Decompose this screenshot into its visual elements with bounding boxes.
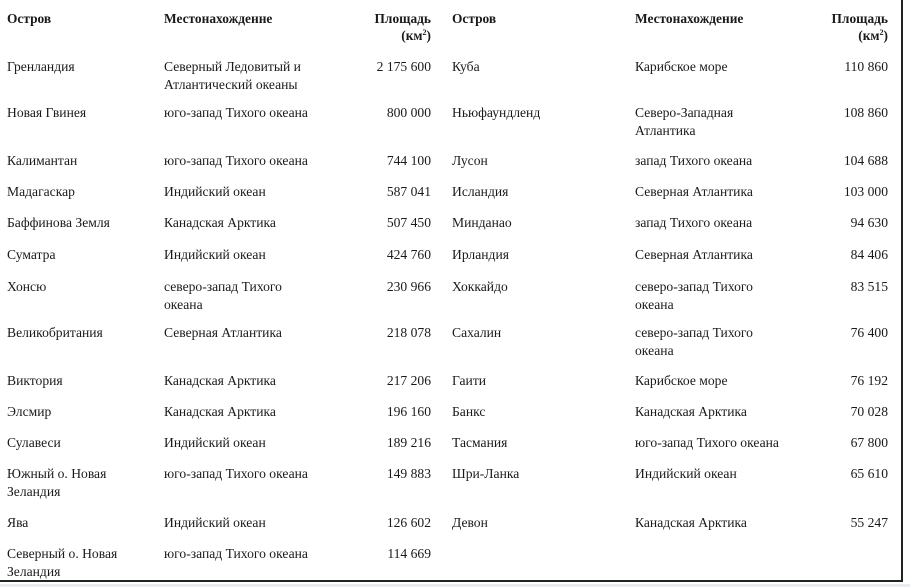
header-area-unit-close: ) [426,28,431,43]
header-area-unit-power: 2 [422,28,427,37]
island-name-line: Хоккайдо [452,279,508,294]
island-location-line: Индийский океан [164,435,266,450]
header-area-line1: Площадь [831,11,888,26]
island-area: 424 760 [386,247,431,262]
island-location-line: юго-запад Тихого океана [164,153,308,168]
island-name [7,58,75,76]
island-location-line: Канадская Арктика [635,404,747,419]
island-location-line: Канадская Арктика [164,215,276,230]
island-name-line: Великобритания [7,325,103,340]
island-name [452,104,540,122]
island-location-line: Канадская Арктика [635,515,747,530]
island-location [635,403,747,421]
island-location-line: северо-запад Тихого [164,279,282,294]
island-location-line: Северная Атлантика [635,247,753,262]
island-location-line: океана [635,343,674,358]
island-location [164,324,282,342]
island-name-line: Гаити [452,373,487,388]
header-location: Местонахождение [635,11,744,26]
island-name [452,246,509,264]
island-location [164,58,301,94]
header-island: Остров [7,11,52,26]
island-area: 104 688 [843,153,888,168]
island-name [452,58,480,76]
header-area-line1: Площадь [374,11,431,26]
island-area: 70 028 [850,404,888,419]
island-name-line: Банкс [452,404,486,419]
island-location-line: Карибское море [635,59,728,74]
island-name-line: Сулавеси [7,435,61,450]
island-location [164,246,266,264]
island-location-line: юго-запад Тихого океана [164,466,308,481]
island-name-line: Минданао [452,215,512,230]
island-name [452,465,519,483]
island-name [7,324,103,342]
island-area: 744 100 [386,153,431,168]
island-name [7,246,55,264]
island-location-line: Индийский океан [635,466,737,481]
island-name-line: Девон [452,515,488,530]
header-area-line2 [832,27,888,44]
island-location [164,403,276,421]
island-location-line: Северо-Западная [635,105,734,120]
island-name [7,104,86,122]
island-name-line: Хонсю [7,279,47,294]
island-location-line: Северная Атлантика [164,325,282,340]
header-location: Местонахожденне [164,11,273,26]
island-location [164,434,266,452]
island-area: 218 078 [386,325,431,340]
island-name [452,324,501,342]
island-location [635,278,753,314]
island-location [164,183,266,201]
island-location [635,514,747,532]
island-name [7,545,117,581]
island-location-line: Канадская Арктика [164,404,276,419]
island-location [635,324,753,360]
island-name [7,403,51,421]
island-name [452,278,508,296]
island-area: 2 175 600 [376,59,431,74]
island-name [7,214,110,232]
island-location-line: Индийский океан [164,515,266,530]
island-name [7,372,63,390]
island-area: 108 860 [843,105,888,120]
island-location [635,104,733,140]
island-name-line: Калимантан [7,153,78,168]
island-location [635,183,753,201]
island-name-line: Баффинова Земля [7,215,110,230]
island-name [7,465,106,501]
island-area: 55 247 [850,515,888,530]
island-area: 65 610 [850,466,888,481]
island-area: 94 630 [850,215,888,230]
island-name-line: Зеландия [7,484,61,499]
island-name-line: Ирландия [452,247,509,262]
island-location-line: Индийский океан [164,184,266,199]
header-area [832,10,888,44]
island-name-line: Гренландия [7,59,75,74]
island-name-line: Северный о. Новая [7,546,118,561]
header-area-unit: (км [401,28,423,43]
island-location-line: запад Тихого океана [635,215,753,230]
island-location-line: океана [164,297,203,312]
header-area-unit-close: ) [883,28,888,43]
island-name [452,183,508,201]
island-area: 507 450 [386,215,431,230]
island-name-line: Элсмир [7,404,52,419]
island-location [164,104,308,122]
island-area: 103 000 [843,184,888,199]
island-area: 196 160 [386,404,431,419]
island-name [452,514,488,532]
island-location-line: Карибское море [635,373,728,388]
island-location [635,214,752,232]
island-location [635,434,779,452]
island-location [635,246,753,264]
island-name-line: Лусон [452,153,488,168]
island-name [7,434,61,452]
island-location [164,514,266,532]
island-location-line: Канадская Арктика [164,373,276,388]
island-location-line: Северный Ледовитый и [164,59,301,74]
island-area: 76 192 [850,373,888,388]
island-location-line: Северная Атлантика [635,184,753,199]
island-name-line: Зеландия [7,564,61,579]
island-location [635,152,752,170]
island-area: 149 883 [386,466,431,481]
island-location-line: Индийский океан [164,247,266,262]
island-location-line: юго-запад Тихого океана [164,546,308,561]
island-area: 189 216 [386,435,431,450]
island-location [164,372,276,390]
island-area: 800 000 [386,105,431,120]
island-area: 110 860 [844,59,888,74]
island-name [452,214,512,232]
island-location [164,152,308,170]
header-area-unit-power: 2 [879,28,884,37]
island-name [452,152,488,170]
island-area: 83 515 [850,279,888,294]
island-name-line: Куба [452,59,480,74]
header-area-line2 [375,27,431,44]
island-area: 114 669 [387,546,431,561]
island-location [164,465,308,483]
island-area: 84 406 [850,247,888,262]
island-location-line: юго-запад Тихого океана [635,435,779,450]
island-location [164,278,282,314]
island-name [452,434,507,452]
island-name-line: Виктория [7,373,63,388]
header-area-unit: (км [858,28,880,43]
island-location-line: северо-запад Тихого [635,279,753,294]
island-area: 587 041 [386,184,431,199]
island-area: 67 800 [850,435,888,450]
island-area: 76 400 [850,325,888,340]
island-name [452,372,486,390]
island-name-line: Южный о. Новая [7,466,107,481]
island-name [7,514,28,532]
island-location-line: юго-запад Тихого океана [164,105,308,120]
island-location [164,214,276,232]
island-name [452,403,485,421]
island-name-line: Сахалин [452,325,502,340]
island-location-line: океана [635,297,674,312]
island-location-line: запад Тихого океана [635,153,753,168]
island-location [164,545,308,563]
island-name-line: Тасмания [452,435,508,450]
island-location [635,58,727,76]
island-location-line: Атлантический океаны [164,77,298,92]
island-name-line: Мадагаскар [7,184,75,199]
island-area: 126 602 [386,515,431,530]
island-name-line: Исландия [452,184,509,199]
island-name [7,152,77,170]
island-name [7,183,75,201]
island-location-line: северо-запад Тихого [635,325,753,340]
island-name-line: Ява [7,515,29,530]
island-area: 230 966 [386,279,431,294]
island-location-line: Атлантика [635,123,696,138]
island-name-line: Ньюфаундленд [452,105,541,120]
island-area: 217 206 [386,373,431,388]
island-name-line: Новая Гвинея [7,105,87,120]
island-name [7,278,46,296]
island-location [635,465,737,483]
island-name-line: Шри-Ланка [452,466,520,481]
island-name-line: Суматра [7,247,56,262]
island-location [635,372,727,390]
header-area [375,10,431,44]
header-island: Остров [452,11,497,26]
